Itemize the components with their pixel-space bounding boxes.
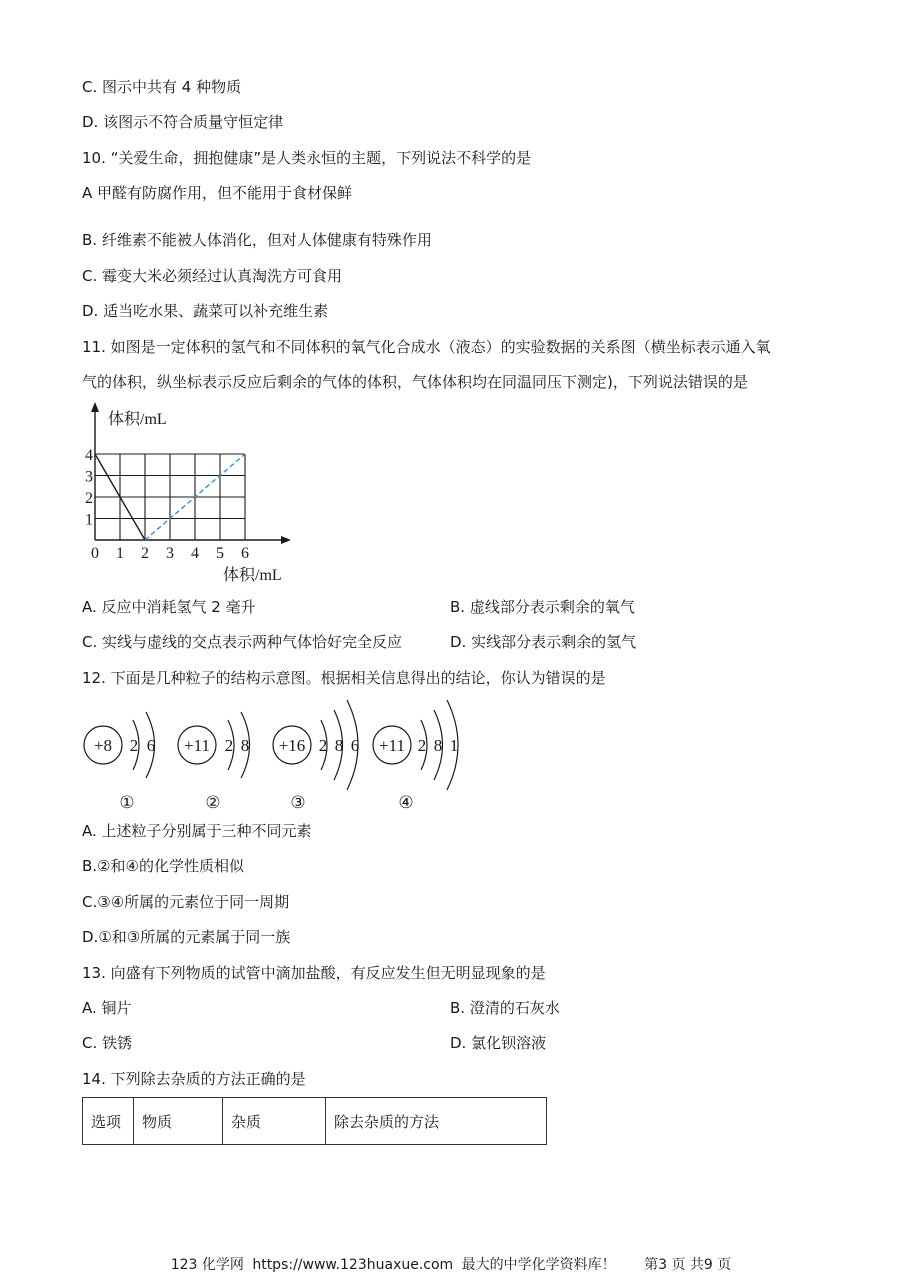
chart-grid bbox=[95, 454, 245, 540]
q13-option-a: A. 铜片 bbox=[82, 999, 132, 1017]
shell-electrons: 8 bbox=[433, 736, 443, 755]
q11-stem-line1: 11. 如图是一定体积的氢气和不同体积的氧气化合成水（液态）的实验数据的关系图（横坐标表示通入氧 bbox=[82, 338, 771, 356]
q10-option-a: A 甲醛有防腐作用，但不能用于食材保鲜 bbox=[82, 184, 353, 202]
table-header-cell: 杂质 bbox=[223, 1098, 326, 1145]
shell-electrons: 2 bbox=[318, 736, 328, 755]
x-axis-label: 体积/mL bbox=[223, 567, 282, 584]
q12-option-a: A. 上述粒子分别属于三种不同元素 bbox=[82, 822, 312, 840]
y-tick-label: 4 bbox=[85, 447, 93, 464]
footer-slogan: 最大的中学化学资料库！ bbox=[461, 1257, 616, 1273]
nucleus-charge: +8 bbox=[93, 736, 113, 755]
q14-stem: 14. 下列除去杂质的方法正确的是 bbox=[82, 1070, 306, 1088]
y-tick-label: 1 bbox=[85, 511, 93, 529]
q11-option-c: C. 实线与虚线的交点表示两种气体恰好完全反应 bbox=[82, 633, 403, 651]
table-header-cell: 选项 bbox=[83, 1098, 134, 1145]
q11-option-b: B. 虚线部分表示剩余的氧气 bbox=[450, 598, 635, 616]
x-tick-label: 1 bbox=[116, 545, 124, 562]
table-header-row bbox=[83, 1098, 547, 1145]
q12-option-c: C.③④所属的元素位于同一周期 bbox=[82, 893, 290, 911]
y-axis-arrow bbox=[91, 402, 99, 412]
q12-option-d: D.①和③所属的元素属于同一族 bbox=[82, 928, 291, 946]
shell-electrons: 6 bbox=[350, 736, 360, 755]
particle-label: ② bbox=[205, 793, 221, 812]
particle-2 bbox=[178, 712, 250, 812]
shell-electrons: 8 bbox=[240, 736, 250, 755]
x-tick-label: 4 bbox=[191, 545, 199, 562]
x-tick-label: 2 bbox=[141, 545, 149, 562]
particle-3 bbox=[273, 700, 359, 812]
x-tick-label: 0 bbox=[91, 545, 99, 562]
shell-electrons: 8 bbox=[334, 736, 344, 755]
particle-label: ① bbox=[119, 793, 135, 812]
particle-diagrams bbox=[75, 695, 475, 820]
q13-option-d: D. 氯化钡溶液 bbox=[450, 1034, 547, 1052]
q13-stem: 13. 向盛有下列物质的试管中滴加盐酸，有反应发生但无明显现象的是 bbox=[82, 964, 546, 982]
particle-1 bbox=[84, 712, 155, 812]
shell-electrons: 2 bbox=[129, 736, 139, 755]
x-axis-arrow bbox=[281, 536, 291, 544]
q9-option-c: C. 图示中共有 4 种物质 bbox=[82, 78, 242, 96]
q11-volume-chart bbox=[75, 400, 305, 590]
q12-stem: 12. 下面是几种粒子的结构示意图。根据相关信息得出的结论，你认为错误的是 bbox=[82, 669, 606, 687]
q11-option-a: A. 反应中消耗氢气 2 毫升 bbox=[82, 598, 256, 616]
shell-electrons: 2 bbox=[417, 736, 427, 755]
q10-option-c: C. 霉变大米必须经过认真淘洗方可食用 bbox=[82, 267, 343, 285]
y-axis-label: 体积/mL bbox=[108, 411, 167, 428]
particle-label: ④ bbox=[398, 793, 414, 812]
q10-stem: 10. “关爱生命，拥抱健康”是人类永恒的主题，下列说法不科学的是 bbox=[82, 149, 532, 167]
x-tick-label: 3 bbox=[166, 545, 174, 562]
footer-page-number: 第3 页 共9 页 bbox=[644, 1257, 732, 1273]
q10-option-b: B. 纤维素不能被人体消化，但对人体健康有特殊作用 bbox=[82, 231, 432, 249]
table-header-cell: 物质 bbox=[134, 1098, 223, 1145]
particle-4 bbox=[373, 700, 458, 812]
q13-option-b: B. 澄清的石灰水 bbox=[450, 999, 560, 1017]
q13-option-c: C. 铁锈 bbox=[82, 1034, 133, 1052]
q9-option-d: D. 该图示不符合质量守恒定律 bbox=[82, 113, 284, 131]
nucleus-charge: +11 bbox=[379, 736, 405, 755]
footer-site: 123 化学网 bbox=[170, 1257, 244, 1273]
q14-table bbox=[82, 1097, 547, 1145]
q11-option-d: D. 实线部分表示剩余的氢气 bbox=[450, 633, 637, 651]
shell-electrons: 2 bbox=[224, 736, 234, 755]
shell-electrons: 1 bbox=[449, 736, 459, 755]
table-header-cell: 除去杂质的方法 bbox=[326, 1098, 547, 1145]
x-tick-label: 6 bbox=[241, 545, 249, 562]
particle-label: ③ bbox=[290, 793, 306, 812]
shell-electrons: 6 bbox=[146, 736, 156, 755]
page-footer bbox=[0, 1254, 902, 1274]
nucleus-charge: +11 bbox=[184, 736, 210, 755]
footer-url: https://www.123huaxue.com bbox=[252, 1257, 454, 1273]
q12-option-b: B.②和④的化学性质相似 bbox=[82, 857, 244, 875]
q10-option-d: D. 适当吃水果、蔬菜可以补充维生素 bbox=[82, 302, 329, 320]
x-tick-label: 5 bbox=[216, 545, 224, 562]
nucleus-charge: +16 bbox=[278, 736, 306, 755]
y-tick-label: 2 bbox=[85, 490, 93, 507]
y-tick-label: 3 bbox=[85, 468, 93, 486]
q11-stem-line2: 气的体积，纵坐标表示反应后剩余的气体的体积，气体体积均在同温同压下测定)，下列说法错误的是 bbox=[82, 373, 748, 391]
